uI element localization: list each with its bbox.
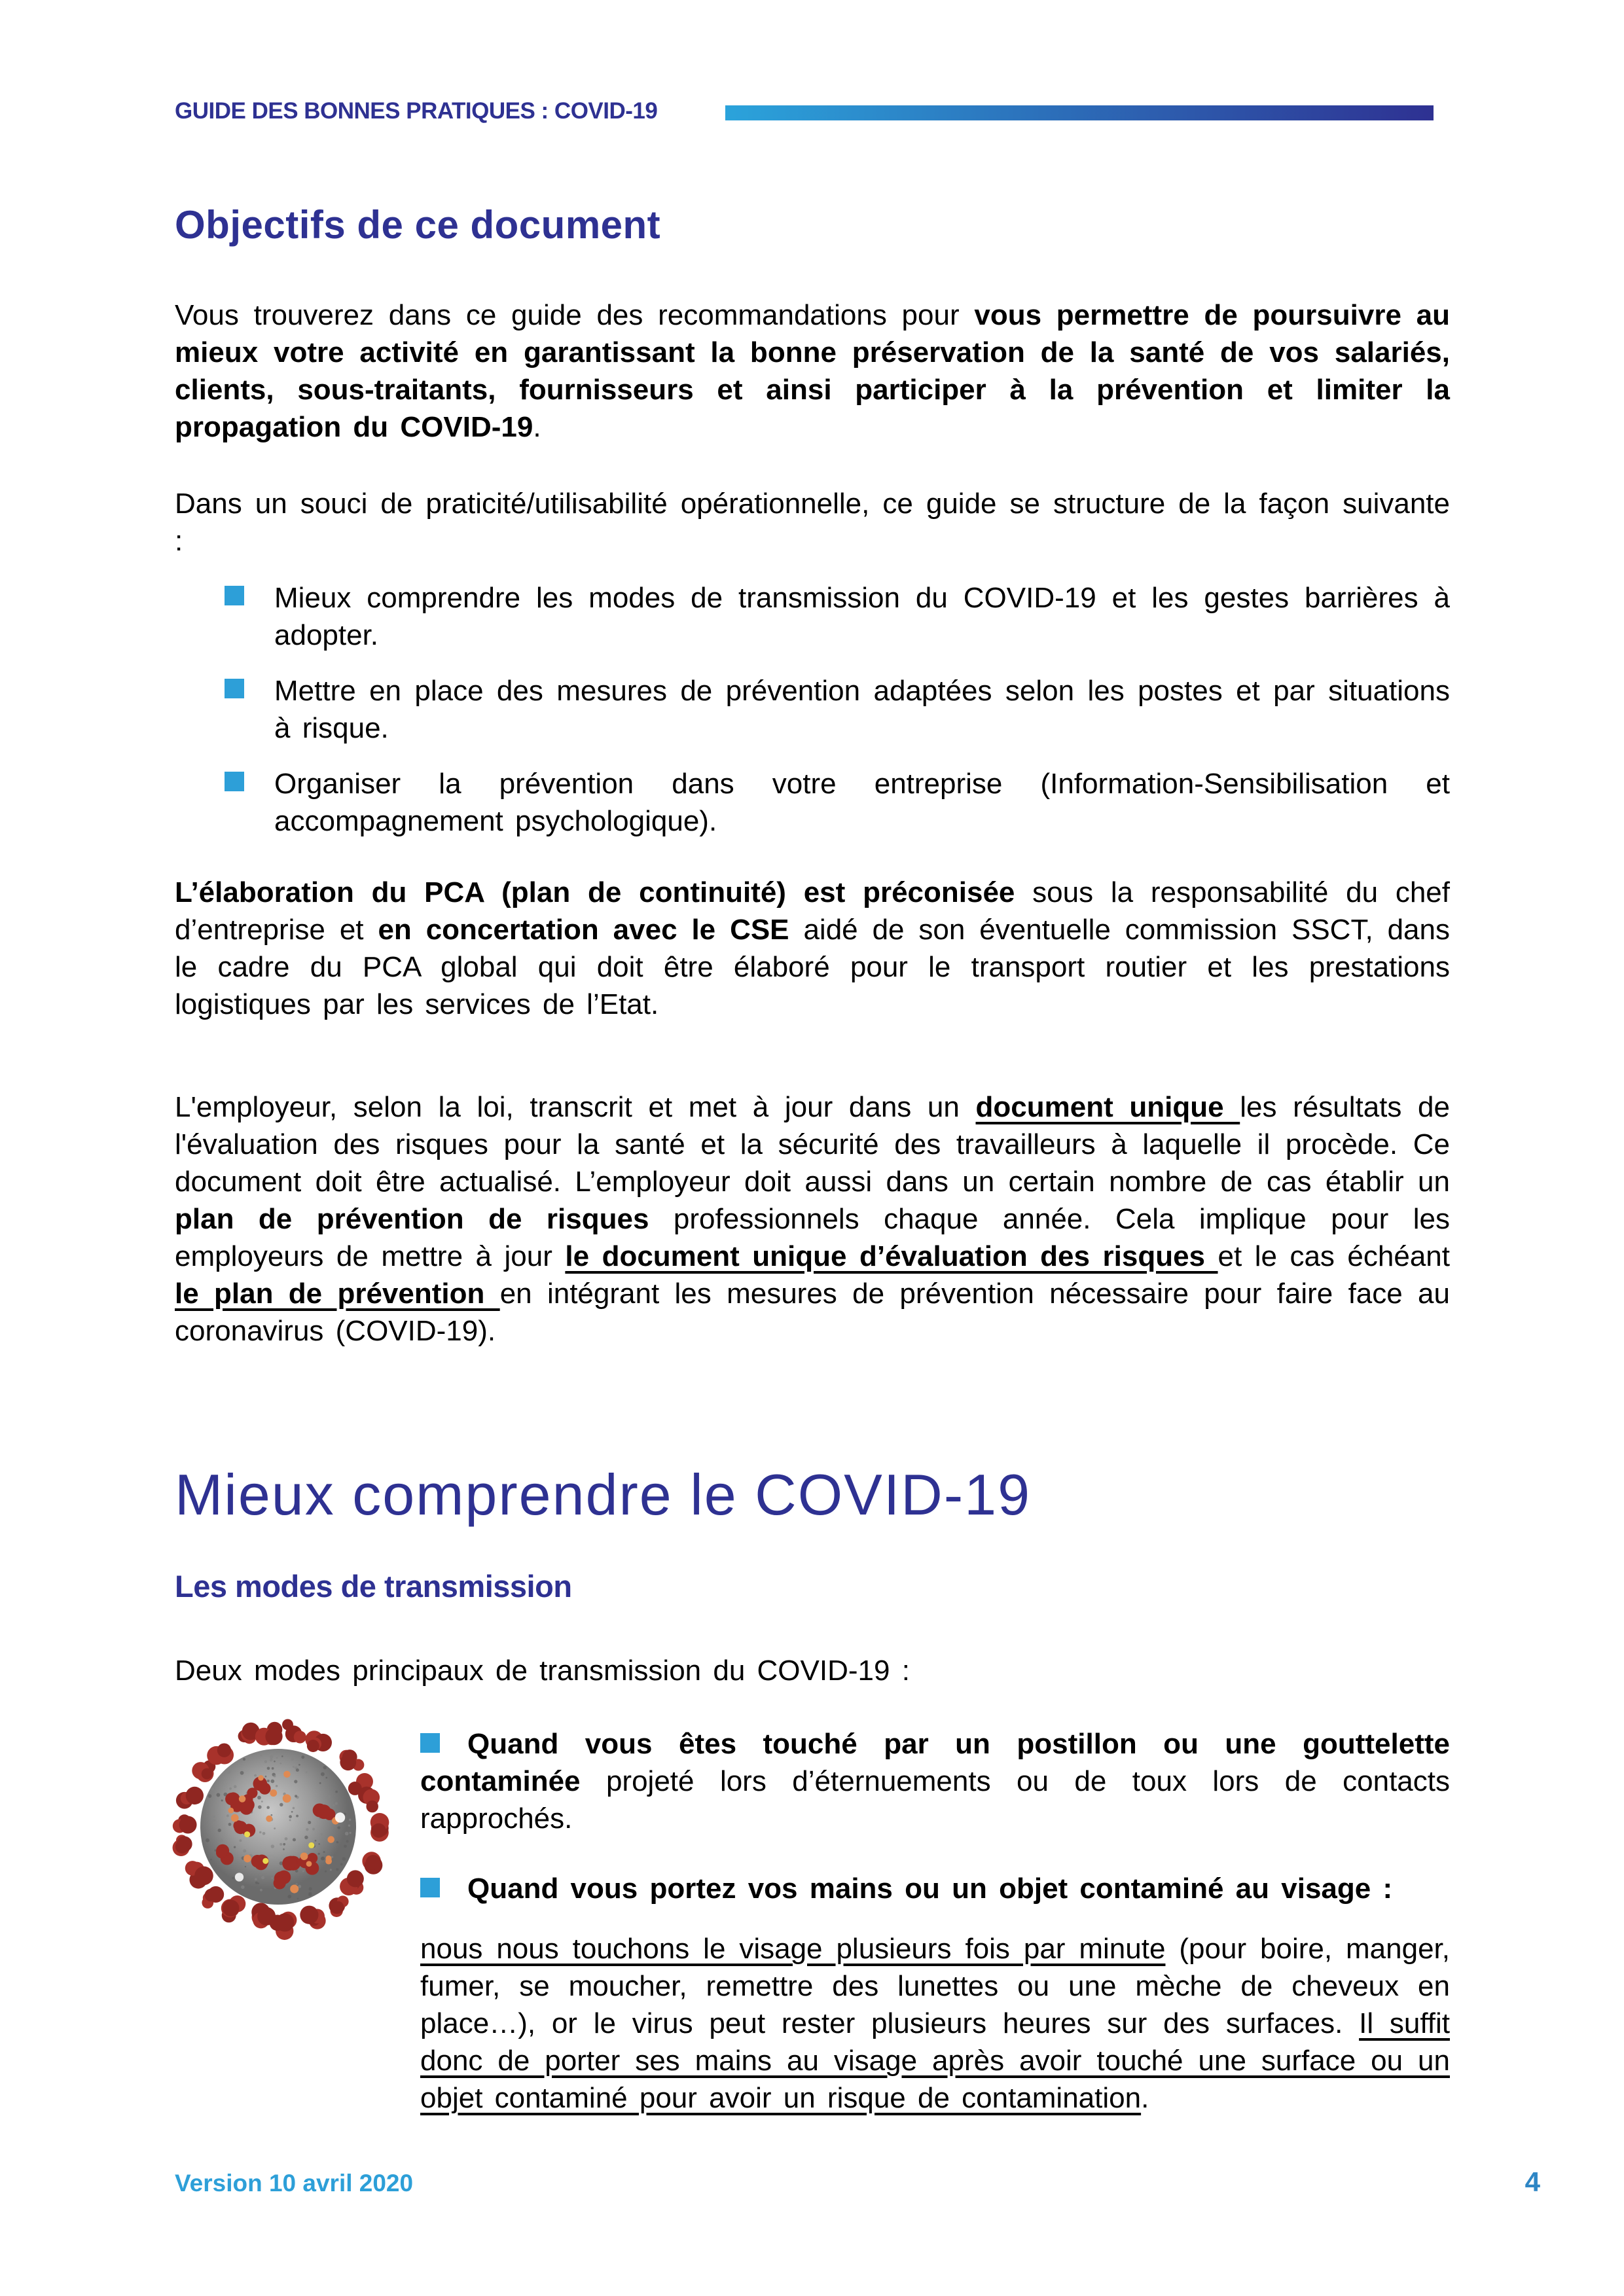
header-title: GUIDE DES BONNES PRATIQUES : COVID-19: [175, 98, 658, 124]
section-comprendre: [175, 1462, 1451, 2117]
footer-page-number: 4: [1525, 2166, 1540, 2197]
list-item-text: Mieux comprendre les modes de transmission du COVID-19 et les gestes barrières à adopter.: [274, 582, 1450, 651]
bullet-square-icon: [420, 1733, 440, 1753]
bullet-square-icon: [225, 679, 244, 698]
footer-version: Version 10 avril 2020: [175, 2170, 414, 2197]
coronavirus-image: [164, 1712, 393, 1941]
paragraph-visage: nous nous touchons le visage plusieurs fois par minute (pour boire, manger, fumer, se moucher, remettre des lunettes ou une mèche de cheveux en place…), or le virus peut rester plusieurs heures sur des surfaces. Il suffit donc de porter ses mains au visage après avoir touché une surface ou un objet contaminé pour avoir un risque de contamination.: [420, 1933, 1451, 2114]
header-gradient-bar: [725, 105, 1434, 120]
bullet-text: Quand vous portez vos mains ou un objet contaminé au visage :: [467, 1873, 1393, 1905]
paragraph-structure: Dans un souci de praticité/utilisabilité opérationnelle, ce guide se structure de la façon suivante :: [175, 488, 1450, 557]
transmission-bullet-postillon: [420, 1725, 1450, 1837]
paragraph-pca: L’élaboration du PCA (plan de continuité) est préconisée sous la responsabilité du chef d’entreprise et en concertation avec le CSE aidé de son éventuelle commission SSCT, dans le cadre du PCA global qui doit être élaboré pour le transport routier et les prestations logistiques par les services de l’Etat.: [175, 876, 1451, 1020]
list-item-text: Organiser la prévention dans votre entreprise (Information-Sensibilisation et accompagnement psychologique).: [274, 768, 1450, 837]
coronavirus-svg: [164, 1712, 393, 1941]
list-item-text: Mettre en place des mesures de prévention adaptées selon les postes et par situations à risque.: [274, 675, 1450, 744]
paragraph-deux-modes: Deux modes principaux de transmission du COVID-19 :: [175, 1655, 910, 1687]
bullet-square-icon: [225, 772, 244, 791]
list-item: [175, 765, 1450, 840]
section-heading-comprendre: Mieux comprendre le COVID-19: [175, 1462, 1032, 1527]
section-heading-objectifs: Objectifs de ce document: [175, 203, 661, 247]
bullet-square-icon: [420, 1878, 440, 1897]
paragraph-employeur: L'employeur, selon la loi, transcrit et met à jour dans un document unique les résultats de l'évaluation des risques pour la santé et la sécurité des travailleurs à laquelle il procède. Ce document doit être actualisé. L’employeur doit aussi dans un certain nombre de cas établir un plan de prévention de risques professionnels chaque année. Cela implique pour les employeurs de mettre à jour le document unique d’évaluation des risques et le cas échéant le plan de prévention en intégrant les mesures de prévention nécessaire pour faire face au coronavirus (COVID-19).: [175, 1091, 1450, 1347]
subheading-modes-transmission: Les modes de transmission: [175, 1569, 572, 1604]
paragraph-intro: Vous trouverez dans ce guide des recommandations pour vous permettre de poursuivre au mieux votre activité en garantissant la bonne préservation de la santé de vos salariés, clients, sous-traitants, fournisseurs et ainsi participer à la prévention et limiter la propagation du COVID-19.: [175, 299, 1450, 443]
structure-bullet-list: [175, 579, 1450, 840]
transmission-content: [420, 1725, 1450, 2117]
list-item: [175, 672, 1450, 747]
bullet-text: Quand vous êtes touché par un postillon ou une gouttelette contaminée projeté lors d’éternuements ou de toux lors de contacts rapprochés.: [420, 1728, 1450, 1835]
transmission-bullet-mains: [420, 1870, 1450, 1907]
section-objectifs: [175, 203, 1450, 1350]
bullet-square-icon: [225, 586, 244, 605]
list-item: [175, 579, 1450, 654]
